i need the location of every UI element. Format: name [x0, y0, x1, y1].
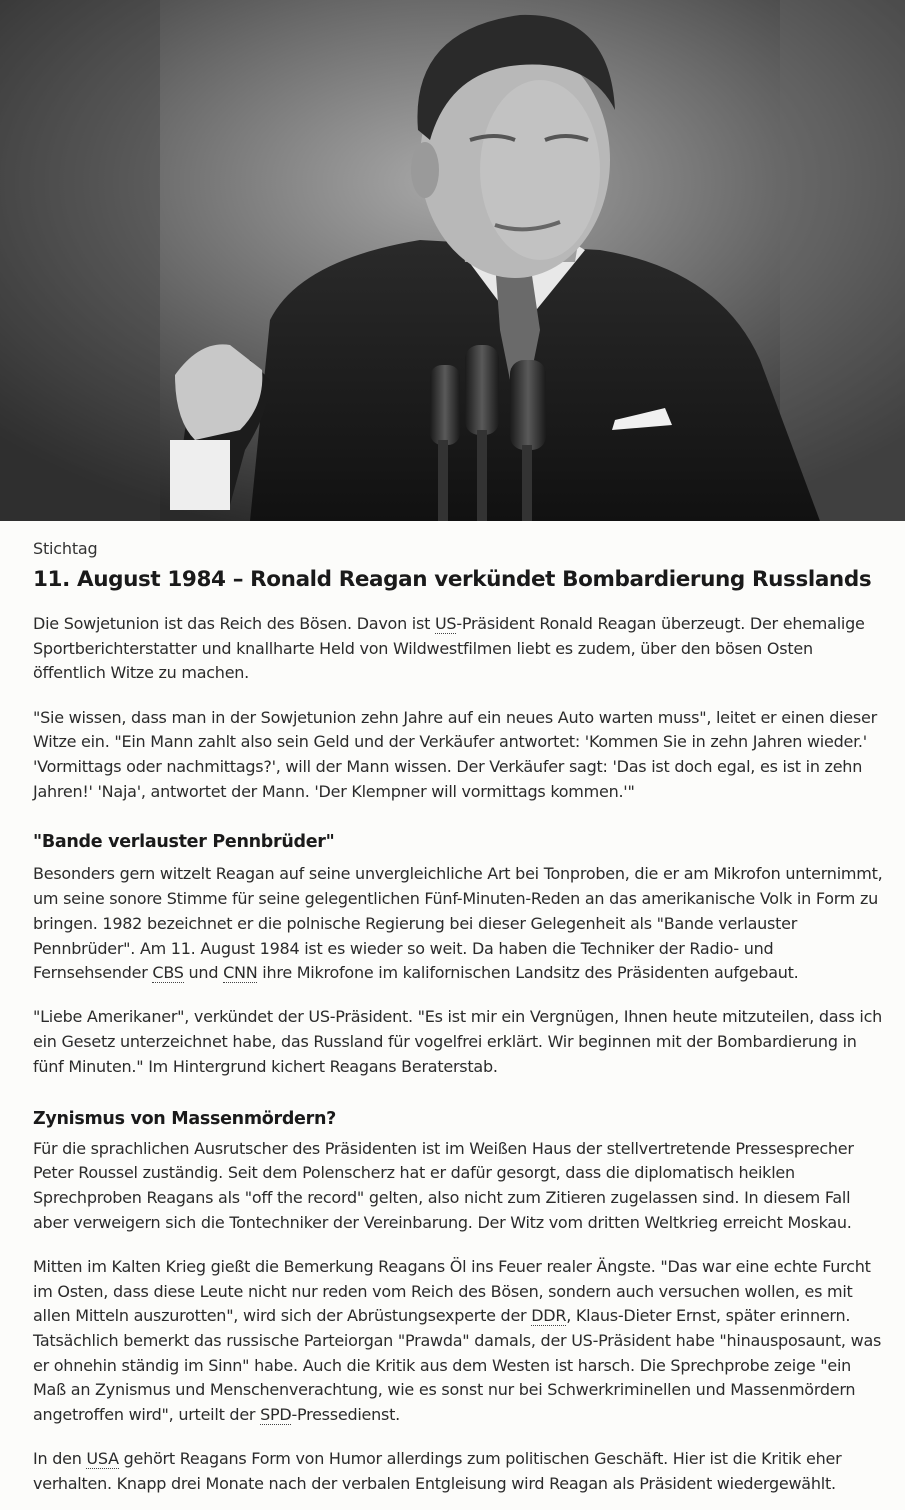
article-paragraph-7 [33, 1447, 883, 1496]
abbr-cnn[interactable]: CNN [223, 963, 258, 983]
text-segment: Mitten im Kalten Krieg gießt die Bemerkung Reagans Öl ins Feuer realer Ängste. "Das war eine echte Furcht im Osten, dass diese Leute nicht nur reden vom Reich des Bösen, sondern auch versuchen wollen, es mit allen Mitteln auszurotten", wird sich der Abrüstungsexperte der [33, 1256, 871, 1326]
article-paragraph-3 [33, 862, 883, 986]
text-segment: In den [33, 1449, 87, 1469]
speaker-photo-illustration [0, 0, 905, 521]
section-heading-2: Zynismus von Massenmördern? [33, 1108, 336, 1129]
article-paragraph-2: "Sie wissen, dass man in der Sowjetunion zehn Jahre auf ein neues Auto warten muss", leitet er einen dieser Witze ein. "Ein Mann zahlt also sein Geld und der Verkäufer antwortet: 'Kommen Sie in zehn Jahren wieder.' 'Vormittags oder nachmittags?', will der Mann wissen. Der Verkäufer sagt: 'Das ist doch egal, es ist in zehn Jahren!' 'Naja', antwortet der Mann. 'Der Klempner will vormittags kommen.'" [33, 707, 877, 801]
text-segment: ihre Mikrofone im kalifornischen Landsitz des Präsidenten aufgebaut. [257, 963, 799, 983]
article-paragraph-5: Für die sprachlichen Ausrutscher des Präsidenten ist im Weißen Haus der stellvertretende Pressesprecher Peter Roussel zuständig. Seit dem Polenscherz hat er dafür gesorgt, dass die diplomatisch heiklen Sprechproben Reagans als "off the record" gelten, also nicht zum Zitieren zugelassen sind. In diesem Fall aber verweigern sich die Tontechniker der Vereinbarung. Der Witz vom dritten Weltkrieg erreicht Moskau. [33, 1138, 854, 1232]
text-segment: Die Sowjetunion ist das Reich des Bösen. Davon ist [33, 614, 435, 633]
abbr-spd[interactable]: SPD [260, 1405, 292, 1425]
hero-photo [0, 0, 905, 521]
abbr-cbs[interactable]: CBS [152, 963, 184, 983]
article-kicker: Stichtag [33, 539, 98, 558]
abbr-usa[interactable]: USA [86, 1449, 119, 1469]
text-segment: , Klaus-Dieter Ernst, später erinnern. Tatsächlich bemerkt das russische Parteiorgan "Prawda" damals, der US-Präsident habe "hinausposaunt, was er ohnehin ständig im Sinn" habe. Auch die Kritik aus dem Westen ist harsch. Die Sprechprobe zeige "ein Maß an Zynismus und Menschenverachtung, wie es sonst nur bei Schwerkriminellen und Massenmördern angetroffen wird", urteilt der [33, 1306, 882, 1425]
section-heading-1: "Bande verlauster Pennbrüder" [33, 832, 335, 853]
abbr-ddr[interactable]: DDR [531, 1306, 567, 1326]
article-paragraph-6 [33, 1255, 883, 1428]
article [0, 538, 905, 1497]
text-segment: -Pressedienst. [291, 1405, 400, 1425]
text-segment: Besonders gern witzelt Reagan auf seine unvergleichliche Art bei Tonproben, die er am Mikrofon unternimmt, um seine sonore Stimme für seine gelegentlichen Fünf-Minuten-Reden an das amerikanische Volk in Form zu bringen. 1982 bezeichnet er die polnische Regierung bei dieser Gelegenheit als "Bande verlauster Pennbrüder". Am 11. August 1984 ist es wieder so weit. Da haben die Techniker der Radio- und Fernsehsender [33, 864, 883, 983]
text-segment: -Präsident Ronald Reagan überzeugt. Der ehemalige Sportberichterstatter und knallharte Held von Wildwestfilmen liebt es zudem, über den bösen Osten öffentlich Witze zu machen. [33, 614, 865, 683]
article-title: 11. August 1984 – Ronald Reagan verkündet Bombardierung Russlands [33, 567, 872, 592]
text-segment: und [183, 963, 224, 983]
article-paragraph-1 [33, 612, 883, 686]
article-paragraph-4: "Liebe Amerikaner", verkündet der US-Präsident. "Es ist mir ein Vergnügen, Ihnen heute mitzuteilen, dass ich ein Gesetz unterzeichnet habe, das Russland für vogelfrei erklärt. Wir beginnen mit der Bombardierung in fünf Minuten." Im Hintergrund kichert Reagans Beraterstab. [33, 1007, 882, 1076]
abbr-us[interactable]: US [434, 614, 457, 633]
text-segment: gehört Reagans Form von Humor allerdings zum politischen Geschäft. Hier ist die Kritik eher verhalten. Knapp drei Monate nach der verbalen Entgleisung wird Reagan als Präsident wiedergewählt. [33, 1449, 842, 1493]
